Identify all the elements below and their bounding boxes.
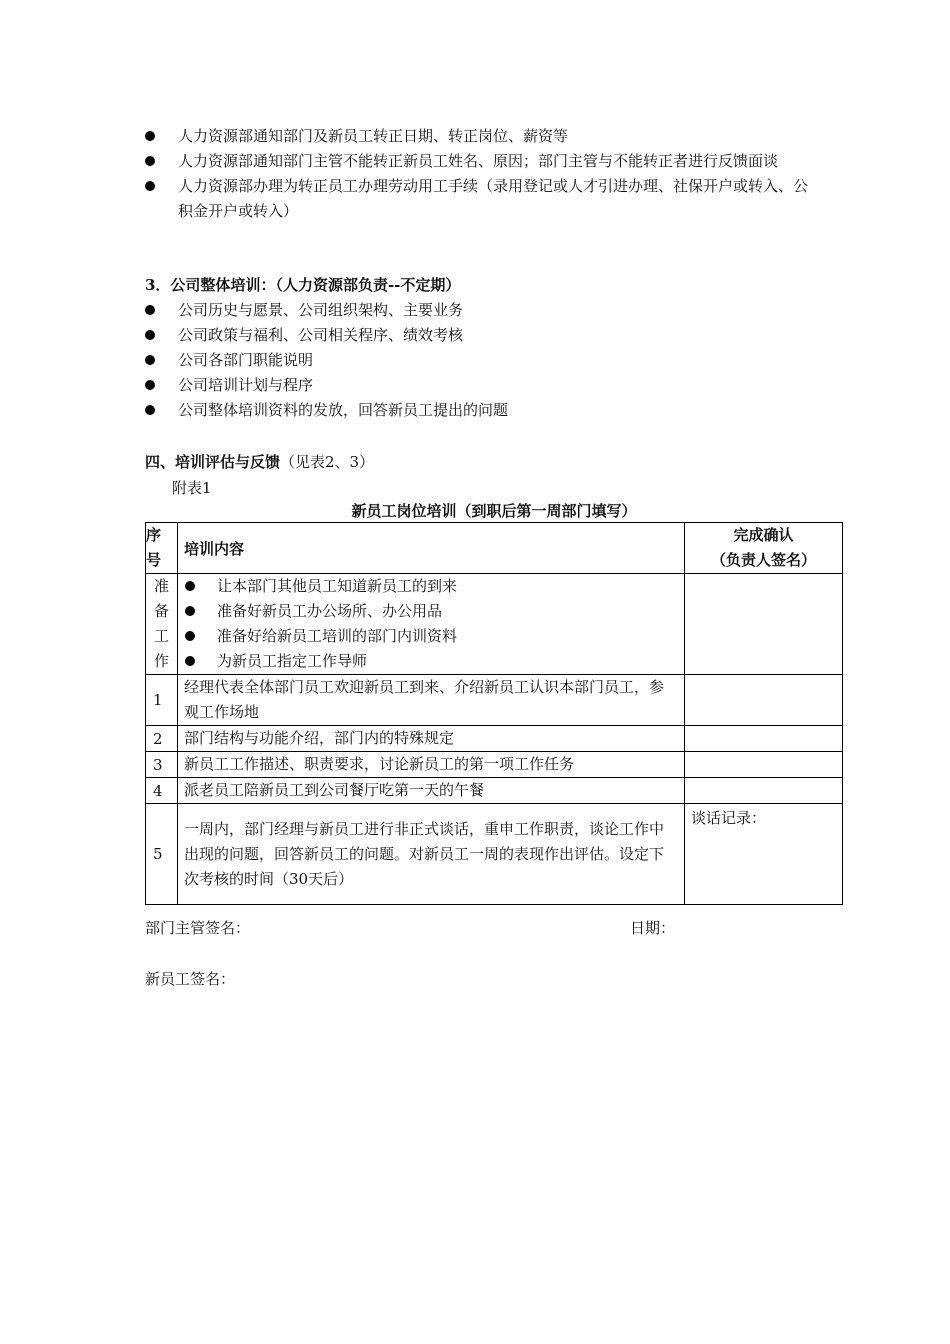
row-content: 经理代表全体部门员工欢迎新员工到来、介绍新员工认识本部门员工，参观工作场地 <box>178 675 685 726</box>
top-bullet-list <box>145 124 815 224</box>
row-seq: 4 <box>146 778 178 804</box>
row-seq: 3 <box>146 752 178 778</box>
list-item: 公司各部门职能说明 <box>145 348 815 373</box>
bullet-icon <box>185 631 195 641</box>
confirm-cell[interactable] <box>685 675 843 726</box>
confirm-cell[interactable] <box>685 752 843 778</box>
bullet-icon <box>145 181 155 191</box>
bullet-icon <box>185 581 195 591</box>
list-item: 公司培训计划与程序 <box>145 373 815 398</box>
list-item: 公司整体培训资料的发放，回答新员工提出的问题 <box>145 398 815 423</box>
list-item: 准备好给新员工培训的部门内训资料 <box>184 624 678 649</box>
list-item: 为新员工指定工作导师 <box>184 649 678 674</box>
section3-bullet-list <box>145 298 815 423</box>
prep-label: 准 备 工 作 <box>146 574 178 675</box>
list-item: 公司历史与愿景、公司组织架构、主要业务 <box>145 298 815 323</box>
date-label: 日期： <box>630 919 676 937</box>
bullet-icon <box>145 330 155 340</box>
table-row <box>146 675 843 726</box>
prep-list <box>184 574 678 674</box>
seq-header: 序 号 <box>146 523 178 574</box>
table-row <box>146 726 843 752</box>
row-content: 一周内，部门经理与新员工进行非正式谈话，重申工作职责，谈论工作中出现的问题，回答新员工的问题。对新员工一周的表现作出评估。设定下次考核的时间（30天后） <box>178 804 685 905</box>
list-item: 准备好新员工办公场所、办公用品 <box>184 599 678 624</box>
confirm-cell[interactable] <box>685 574 843 675</box>
bullet-icon <box>145 305 155 315</box>
supervisor-signature-label: 部门主管签名： <box>145 919 251 937</box>
bullet-icon <box>145 156 155 166</box>
bullet-icon <box>145 405 155 415</box>
bullet-icon <box>185 606 195 616</box>
list-item: 让本部门其他员工知道新员工的到来 <box>184 574 678 599</box>
list-item: 公司政策与福利、公司相关程序、绩效考核 <box>145 323 815 348</box>
section3-heading: 3．公司整体培训：（人力资源部负责--不定期） <box>145 276 461 294</box>
bullet-icon <box>145 380 155 390</box>
confirm-cell[interactable] <box>685 778 843 804</box>
table-row <box>146 804 843 905</box>
bullet-icon <box>145 131 155 141</box>
table-row <box>146 574 843 675</box>
row-content: 派老员工陪新员工到公司餐厅吃第一天的午餐 <box>178 778 685 804</box>
training-table <box>145 522 843 905</box>
table-row <box>146 778 843 804</box>
list-item: 人力资源部办理为转正员工办理劳动用工手续（录用登记或人才引进办理、社保开户或转入、公积金开户或转入） <box>145 174 815 224</box>
bullet-icon <box>145 355 155 365</box>
table-title: 新员工岗位培训（到职后第一周部门填写） <box>351 502 637 520</box>
list-item: 人力资源部通知部门主管不能转正新员工姓名、原因；部门主管与不能转正者进行反馈面谈 <box>145 149 815 174</box>
row-seq: 1 <box>146 675 178 726</box>
list-item: 人力资源部通知部门及新员工转正日期、转正岗位、薪资等 <box>145 124 815 149</box>
content-header: 培训内容 <box>178 523 685 574</box>
section4-heading: 四、培训评估与反馈（见表2、3） <box>145 453 375 471</box>
confirm-header: 完成确认 （负责人签名） <box>685 523 843 574</box>
prep-content <box>178 574 685 675</box>
row-content: 部门结构与功能介绍，部门内的特殊规定 <box>178 726 685 752</box>
table-header-row <box>146 523 843 574</box>
row-content: 新员工工作描述、职责要求，讨论新员工的第一项工作任务 <box>178 752 685 778</box>
bullet-icon <box>185 656 195 666</box>
row-seq: 2 <box>146 726 178 752</box>
conversation-record-cell[interactable]: 谈话记录： <box>685 804 843 905</box>
appendix-label: 附表1 <box>172 479 212 497</box>
confirm-cell[interactable] <box>685 726 843 752</box>
row-seq: 5 <box>146 804 178 905</box>
table-row <box>146 752 843 778</box>
employee-signature-label: 新员工签名： <box>145 970 236 988</box>
